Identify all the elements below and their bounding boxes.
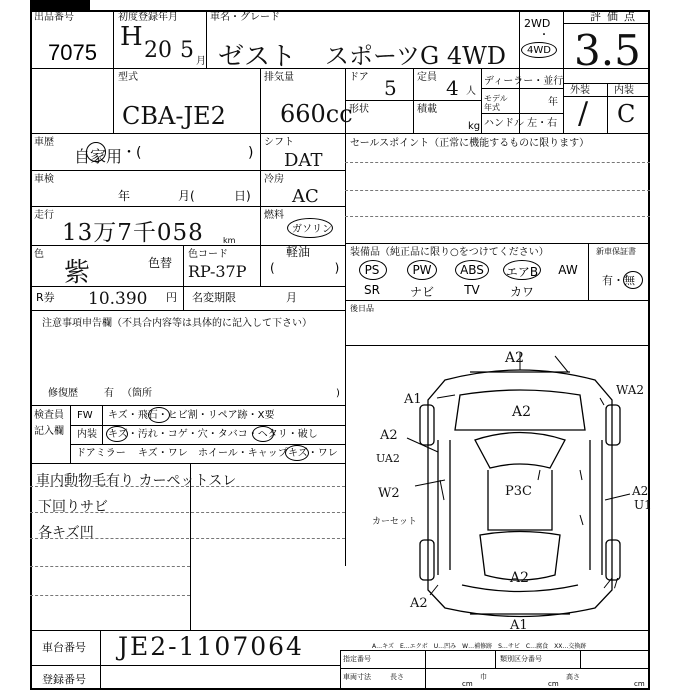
drive-2wd-label: 2WD xyxy=(524,17,551,30)
recycle-label: R券 xyxy=(36,291,55,304)
ac-label: 冷房 xyxy=(264,174,284,185)
color-code-label: 色コード xyxy=(188,249,228,260)
color-code-value: RP-37P xyxy=(188,262,247,281)
class-number-label: 類別区分番号 xyxy=(500,655,542,663)
ps-circle xyxy=(359,260,387,280)
equipment-abs: ABS xyxy=(460,263,484,277)
handle-label: ハンドル 左・右 xyxy=(484,118,558,129)
damage-mark-hood: A2 xyxy=(512,404,532,420)
lot-number: 7075 xyxy=(48,40,97,65)
history-circle xyxy=(86,142,106,162)
displacement-label: 排気量 xyxy=(264,72,294,83)
model-code: CBA-JE2 xyxy=(122,102,226,130)
damage-mark-left-1: A2 xyxy=(380,428,398,443)
equipment-sr: SR xyxy=(364,283,380,297)
interior-label: 内装 xyxy=(614,85,634,96)
lot-number-label: 出品番号 xyxy=(34,12,74,23)
fuel-paren: ( ) xyxy=(270,261,340,275)
doors-value: 5 xyxy=(384,76,397,100)
rear-items-label: 後日品 xyxy=(350,304,374,313)
dealer-label: ディーラー・並行 xyxy=(484,76,564,87)
damage-mark-right: A2 xyxy=(632,484,649,498)
model-label: 型式 xyxy=(118,72,138,83)
fuel-diesel: 軽油 xyxy=(286,245,311,259)
score-value: 3.5 xyxy=(574,26,641,75)
equipment-label: 装備品（純正品に限り○をつけてください） xyxy=(350,247,549,258)
fuel-circle xyxy=(287,218,333,238)
damage-mark-front-right: WA2 xyxy=(616,383,645,397)
recycle-amount: 10.390 xyxy=(88,289,148,309)
model-year-label: モデル年式 xyxy=(484,94,508,112)
drive-separator: ・ xyxy=(539,30,549,41)
inspection-month-unit: 月( xyxy=(178,189,195,203)
damage-mark-left-2: UA2 xyxy=(376,452,400,465)
inspector-label-1: 検査員 xyxy=(34,410,64,421)
history-close-paren: ) xyxy=(248,145,254,161)
damage-mark-top: A2 xyxy=(505,350,525,366)
equipment-airbag: エアB xyxy=(505,265,539,279)
exterior-label: 外装 xyxy=(570,85,590,96)
load-unit: kg xyxy=(468,121,481,132)
handwritten-note-1: 車内動物毛有り カーペットスレ xyxy=(36,473,237,489)
color-label: 色 xyxy=(34,249,44,260)
capacity-value: 4 xyxy=(446,76,459,100)
notes-label: 注意事項申告欄（不具合内容等は具体的に記入して下さい） xyxy=(42,318,312,329)
model-year-unit: 年 xyxy=(548,97,558,108)
ac-value: AC xyxy=(292,186,319,207)
interior-grade: C xyxy=(617,100,636,128)
length-unit: cm xyxy=(462,680,473,688)
height-unit: cm xyxy=(634,680,645,688)
interior-circle-1 xyxy=(106,426,128,442)
month-unit: 月 xyxy=(196,56,206,67)
warranty-value: 有・無 xyxy=(602,274,635,287)
equipment-tv: TV xyxy=(464,283,480,297)
displacement-value: 660cc xyxy=(280,100,353,128)
score-label: 評価点 xyxy=(590,10,641,23)
exterior-grade: / xyxy=(578,96,589,131)
inspection-day-unit: 日) xyxy=(234,189,251,203)
mileage-value: 13万7千058 xyxy=(62,220,204,246)
corner-tab xyxy=(30,0,90,10)
warranty-label: 新車保証書 xyxy=(596,247,636,256)
car-grade: スポーツG 4WD xyxy=(325,42,507,70)
registration-month: 5 xyxy=(180,38,194,63)
damage-mark-front-left: A1 xyxy=(404,392,422,407)
mileage-label: 走行 xyxy=(34,210,54,221)
wheel-text: ホイール・キャップ xyxy=(198,448,288,459)
inspection-year-unit: 年 xyxy=(118,189,131,203)
damage-mark-trunk: A2 xyxy=(510,570,530,586)
fw-circle xyxy=(148,407,170,423)
history-tail: ・( xyxy=(122,145,142,161)
mirror-detail: キズ・ワレ xyxy=(138,448,188,459)
capacity-unit: 人 xyxy=(466,86,476,97)
damage-mark-rear-left: A2 xyxy=(410,596,428,611)
capacity-label: 定員 xyxy=(417,72,437,83)
dimensions-label: 車両寸法 xyxy=(343,673,371,681)
load-label: 積載 xyxy=(417,104,437,115)
length-label: 長さ xyxy=(390,673,404,681)
spec-number-label: 指定番号 xyxy=(343,655,371,663)
damage-mark-right-2: U1 xyxy=(634,498,652,512)
width-unit: cm xyxy=(548,680,559,688)
wheel-detail: キズ・ワレ xyxy=(288,448,338,459)
airbag-circle xyxy=(503,260,541,280)
sales-point-label: セールスポイント（正常に機能するものに限ります） xyxy=(350,138,590,149)
handwritten-note-2: 下回りサビ xyxy=(38,499,108,515)
interior-circle-2 xyxy=(252,426,274,442)
repair-close: ) xyxy=(336,388,340,399)
inspector-label-2: 記入欄 xyxy=(34,426,64,437)
doors-label: ドア xyxy=(349,72,369,83)
chassis-number: JE2-1107064 xyxy=(118,632,304,661)
registration-year: 20 xyxy=(144,38,172,63)
drive-4wd-label: 4WD xyxy=(527,45,551,56)
repair-label: 修復歴 xyxy=(48,388,78,399)
registration-label: 登録番号 xyxy=(42,673,86,686)
damage-legend: A…キズ E…エクボ U…凹み W…補修跡 S…サビ C…腐食 XX…交換跡 xyxy=(372,643,587,650)
repair-place: （箇所 xyxy=(122,388,152,399)
repair-value: 有 xyxy=(104,388,114,399)
handwritten-note-3: 各キズ凹 xyxy=(38,525,94,541)
wheel-circle xyxy=(285,445,309,461)
color-value: 紫 xyxy=(64,258,91,288)
name-change-label: 名変期限 xyxy=(192,291,236,304)
damage-mark-rear: A1 xyxy=(510,618,528,633)
first-registration-label: 初度登録年月 xyxy=(118,12,178,23)
recycle-unit: 円 xyxy=(166,291,177,304)
name-grade-label: 車名・グレード xyxy=(210,12,280,23)
interior-text: キズ・汚れ・コゲ・穴・タバコ・ヘタリ・破し xyxy=(108,429,318,440)
mileage-unit: km xyxy=(223,236,236,245)
equipment-navi: ナビ xyxy=(409,285,434,299)
damage-mark-rear-right: / xyxy=(614,576,619,590)
height-label: 高さ xyxy=(566,673,580,681)
mirror-text: ドアミラー xyxy=(76,448,126,459)
damage-mark-left-3: W2 xyxy=(378,486,400,501)
registration-era: H xyxy=(120,22,143,52)
equipment-leather: カワ xyxy=(509,285,534,299)
interior-tag: 内装 xyxy=(77,429,97,440)
history-value: 自家用 xyxy=(74,147,123,166)
shift-label: シフト xyxy=(264,137,294,148)
equipment-aw: AW xyxy=(558,263,578,277)
history-label: 車歴 xyxy=(34,137,54,148)
fuel-label: 燃料 xyxy=(264,210,284,221)
warranty-circle xyxy=(623,271,643,289)
pw-circle xyxy=(407,260,437,280)
width-label: 巾 xyxy=(480,673,487,681)
inspection-label: 車検 xyxy=(34,174,54,185)
chassis-label: 車台番号 xyxy=(42,641,86,654)
abs-circle xyxy=(455,260,489,280)
shape-label: 形状 xyxy=(349,104,369,115)
color-change-label: 色替 xyxy=(148,256,173,270)
shift-value: DAT xyxy=(284,150,323,171)
fw-text: キズ・飛石・ヒビ割・リペア跡・X要 xyxy=(108,410,275,421)
car-name: ゼスト xyxy=(218,42,297,72)
fuel-gasoline: ガソリン xyxy=(292,224,332,235)
equipment-ps: PS xyxy=(364,263,380,277)
damage-mark-roof: P3C xyxy=(505,484,532,499)
damage-mark-left-4: カーセット xyxy=(372,517,417,527)
equipment-pw: PW xyxy=(412,263,432,277)
name-change-month: 月 xyxy=(286,291,297,304)
fw-tag: FW xyxy=(77,410,93,421)
